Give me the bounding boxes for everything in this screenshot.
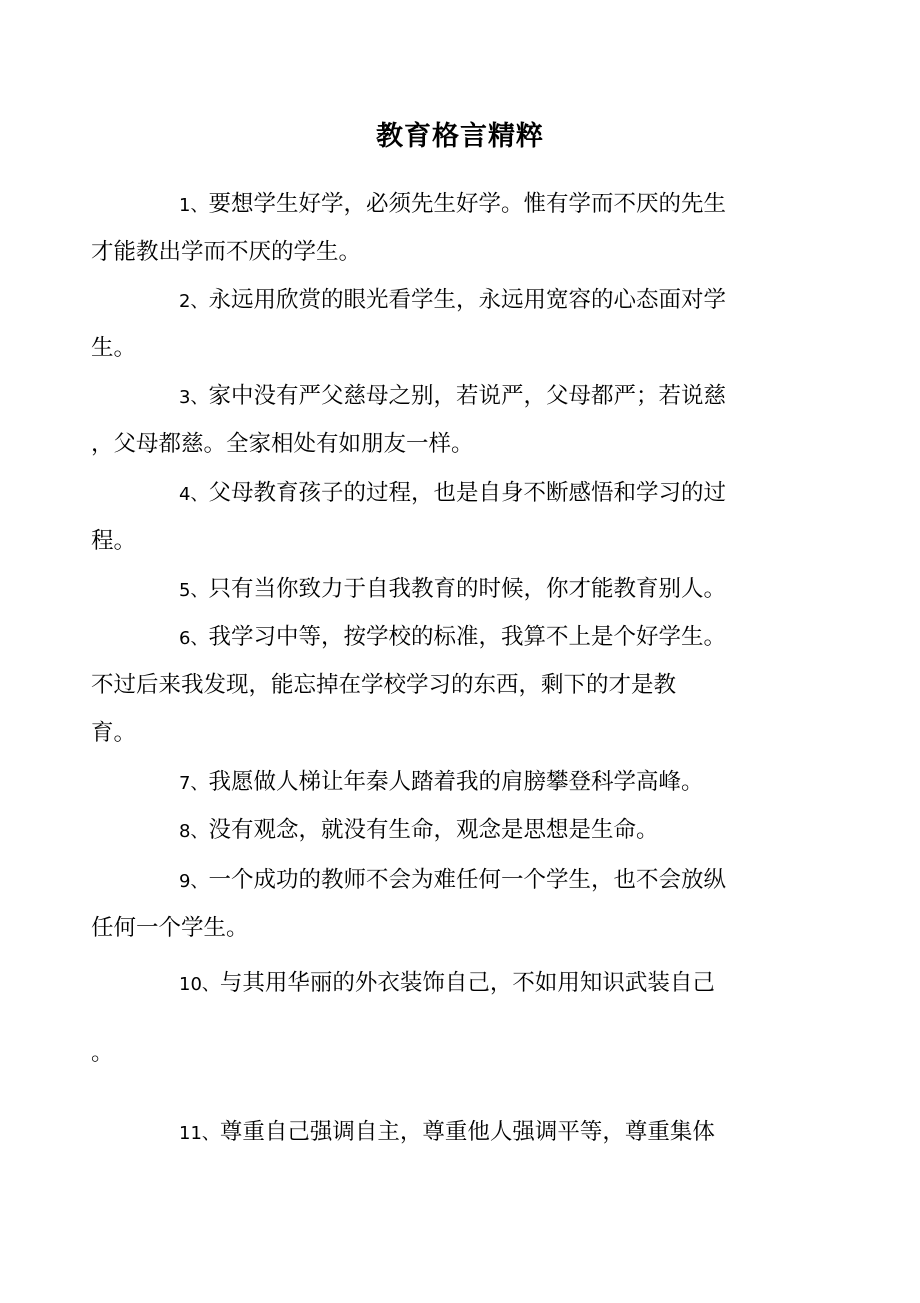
quote-item-7: [135, 758, 775, 806]
quote-number: 2、: [179, 291, 209, 312]
quote-text-line: 不过后来我发现，能忘掉在学校学习的东西，剩下的才是教: [91, 672, 677, 698]
quote-number: 3、: [179, 387, 209, 408]
quote-text-line: 程。: [91, 528, 137, 554]
quote-item-3: [91, 372, 775, 468]
quote-number: 7、: [179, 773, 209, 794]
quote-text-line: 与其用华丽的外衣装饰自己，不如用知识武装自己: [219, 970, 715, 996]
quote-text-line: 一个成功的教师不会为难任何一个学生，也不会放纵: [208, 867, 726, 893]
quote-number: 6、: [179, 628, 209, 649]
quote-item-6: [91, 613, 775, 757]
quote-text-line: 生。: [91, 335, 137, 361]
quote-number: 4、: [179, 484, 209, 505]
quote-text-line: 尊重自己强调自主，尊重他人强调平等，尊重集体: [219, 1119, 715, 1145]
quote-item-4: [91, 469, 775, 565]
document-title: 教育格言精粹: [376, 121, 544, 152]
quote-number: 10、: [179, 974, 220, 995]
quote-item-8: [135, 806, 775, 854]
quote-number: 5、: [179, 580, 209, 601]
quote-item-5: [135, 565, 775, 613]
quote-item-1: [91, 180, 775, 276]
quote-text-line: 才能教出学而不厌的学生。: [91, 239, 362, 265]
quote-text-line: 我愿做人梯让年秦人踏着我的肩膀攀登科学高峰。: [208, 769, 704, 795]
quote-text-line: 只有当你致力于自我教育的时候，你才能教育别人。: [208, 576, 726, 602]
quote-number: 11、: [179, 1123, 220, 1144]
quote-number: 9、: [179, 871, 209, 892]
quote-number: 8、: [179, 821, 209, 842]
quote-text-line: 我学习中等，按学校的标准，我算不上是个好学生。: [208, 624, 726, 650]
quote-text-line: ，父母都慈。全家相处有如朋友一样。: [91, 431, 474, 457]
quote-item-2: [91, 276, 775, 372]
quote-text-line: 永远用欣赏的眼光看学生，永远用宽容的心态面对学: [208, 287, 726, 313]
quote-text-line: 。: [91, 1040, 114, 1066]
quote-text-line: 要想学生好学，必须先生好学。惟有学而不厌的先生: [208, 191, 726, 217]
quote-text-line: 任何一个学生。: [91, 915, 249, 941]
quote-number: 1、: [179, 195, 209, 216]
quote-text-line: 父母教育孩子的过程，也是自身不断感悟和学习的过: [208, 480, 726, 506]
quote-text-line: 没有观念，就没有生命，观念是思想是生命。: [208, 817, 659, 843]
quote-item-10: [91, 959, 775, 1077]
quote-item-9: [91, 856, 775, 952]
quote-text-line: 家中没有严父慈母之别，若说严，父母都严；若说慈: [208, 383, 726, 409]
quote-text-line: 育。: [91, 720, 137, 746]
quote-item-11: [135, 1108, 775, 1156]
